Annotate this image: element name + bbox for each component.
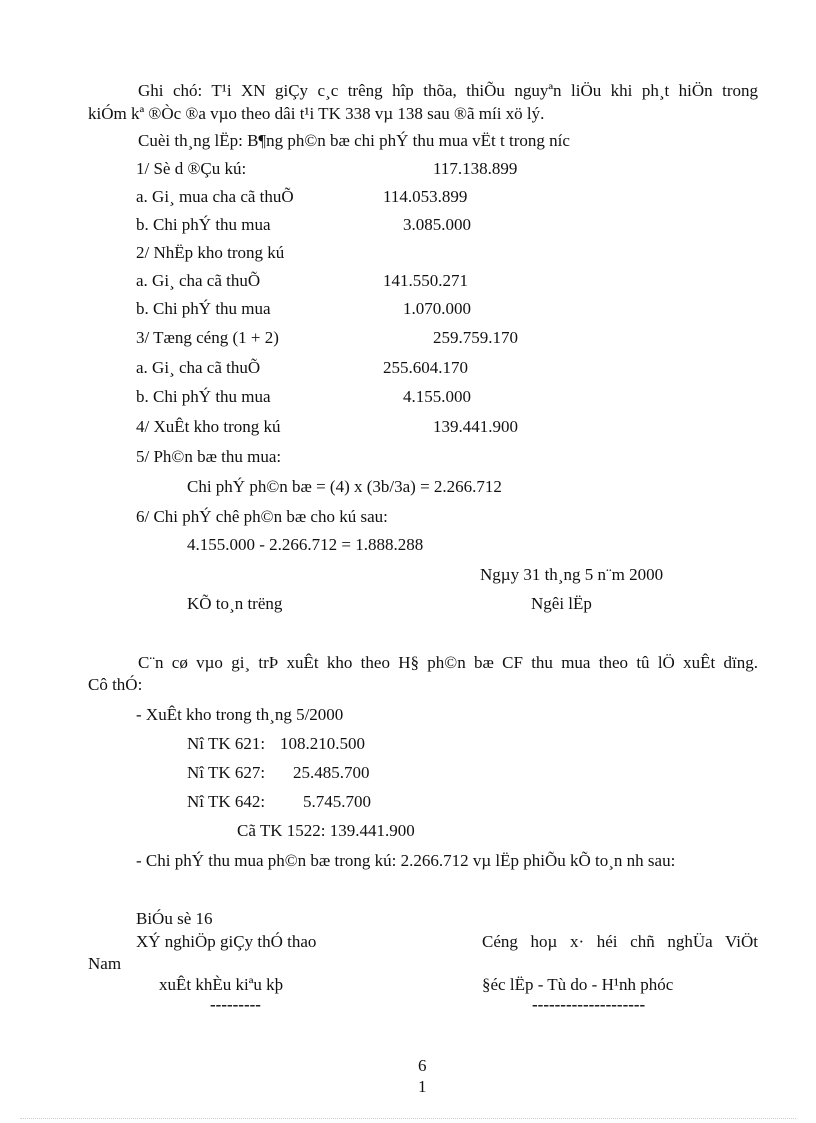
signature-preparer: Ngêi lËp: [531, 594, 592, 613]
entry-tk621-label: Nî TK 621:: [187, 734, 266, 753]
item-total-price-label: a. Gi¸ cha cã thuÕ: [136, 358, 261, 377]
page-number: 6: [418, 1056, 427, 1075]
republic-line-2: Nam: [88, 954, 122, 973]
form-number: BiÓu sè 16: [136, 909, 213, 928]
motto: §éc lËp - Tù do - H¹nh phóc: [482, 975, 674, 994]
item-total-cost-label: b. Chi phÝ thu mua: [136, 387, 271, 406]
item-opening-price-value: 114.053.899: [383, 187, 468, 206]
allocation-note: - Chi phÝ thu mua ph©n bæ trong kú: 2.266.712 vµ lËp phiÕu kÕ to¸n nh sau:: [136, 851, 676, 870]
note-line-2: kiÓm kª ®Òc ®a vµo theo dâi t¹i TK 338 vµ 138 sau ®ã míi xö lý.: [88, 104, 545, 123]
summary-title: Cuèi th¸ng lËp: B¶ng ph©n bæ chi phÝ thu mua vËt t trong níc: [138, 131, 570, 150]
formula-remaining: 4.155.000 - 2.266.712 = 1.888.288: [187, 535, 424, 554]
item-allocation-label: 5/ Ph©n bæ thu mua:: [136, 447, 282, 466]
credit-entry: Cã TK 1522: 139.441.900: [237, 821, 415, 840]
item-opening-balance-value: 117.138.899: [433, 159, 518, 178]
divider-right: --------------------: [532, 995, 646, 1014]
item-import-label: 2/ NhËp kho trong kú: [136, 243, 285, 262]
org-subname: xuÊt khÈu kiªu kþ: [159, 975, 284, 994]
basis-line-1: C¨n cø vµo gi¸ trÞ xuÊt kho theo H§ ph©n bæ CF thu mua theo tû lÖ xuÊt dïng.: [138, 653, 758, 672]
item-import-price-label: a. Gi¸ cha cã thuÕ: [136, 271, 261, 290]
page-number-sub: 1: [418, 1077, 427, 1096]
item-opening-cost-label: b. Chi phÝ thu mua: [136, 215, 271, 234]
item-export-label: 4/ XuÊt kho trong kú: [136, 417, 281, 436]
entry-tk627-value: 25.485.700: [293, 763, 370, 782]
page-bottom-border: [20, 1118, 796, 1119]
item-total-price-value: 255.604.170: [383, 358, 468, 377]
entry-tk627-label: Nî TK 627:: [187, 763, 266, 782]
item-opening-cost-value: 3.085.000: [403, 215, 471, 234]
item-total-cost-value: 4.155.000: [403, 387, 471, 406]
item-remaining-label: 6/ Chi phÝ chê ph©n bæ cho kú sau:: [136, 507, 388, 526]
export-title: - XuÊt kho trong th¸ng 5/2000: [136, 705, 344, 724]
item-total-label: 3/ Tæng céng (1 + 2): [136, 328, 279, 347]
item-import-cost-value: 1.070.000: [403, 299, 471, 318]
note-line-1: Ghi chó: T¹i XN giÇy c¸c trêng hîp thõa, thiÕu nguyªn liÖu khi ph¸t hiÖn trong: [138, 81, 758, 100]
item-opening-price-label: a. Gi¸ mua cha cã thuÕ: [136, 187, 294, 206]
item-import-cost-label: b. Chi phÝ thu mua: [136, 299, 271, 318]
org-name: XÝ nghiÖp giÇy thÓ thao: [136, 932, 317, 951]
entry-tk621-value: 108.210.500: [280, 734, 365, 753]
divider-left: ---------: [210, 995, 261, 1014]
item-opening-balance-label: 1/ Sè d ®Çu kú:: [136, 159, 247, 178]
item-import-price-value: 141.550.271: [383, 271, 468, 290]
item-export-value: 139.441.900: [433, 417, 518, 436]
republic-line-1: Céng hoµ x· héi chñ nghÜa ViÖt: [482, 932, 758, 951]
date-line: Ngµy 31 th¸ng 5 n¨m 2000: [480, 565, 664, 584]
entry-tk642-label: Nî TK 642:: [187, 792, 266, 811]
formula-allocation: Chi phÝ ph©n bæ = (4) x (3b/3a) = 2.266.712: [187, 477, 502, 496]
signature-chief-accountant: KÕ to¸n trëng: [187, 594, 283, 613]
entry-tk642-value: 5.745.700: [303, 792, 371, 811]
basis-line-2: Cô thÓ:: [88, 675, 143, 694]
item-total-value: 259.759.170: [433, 328, 518, 347]
